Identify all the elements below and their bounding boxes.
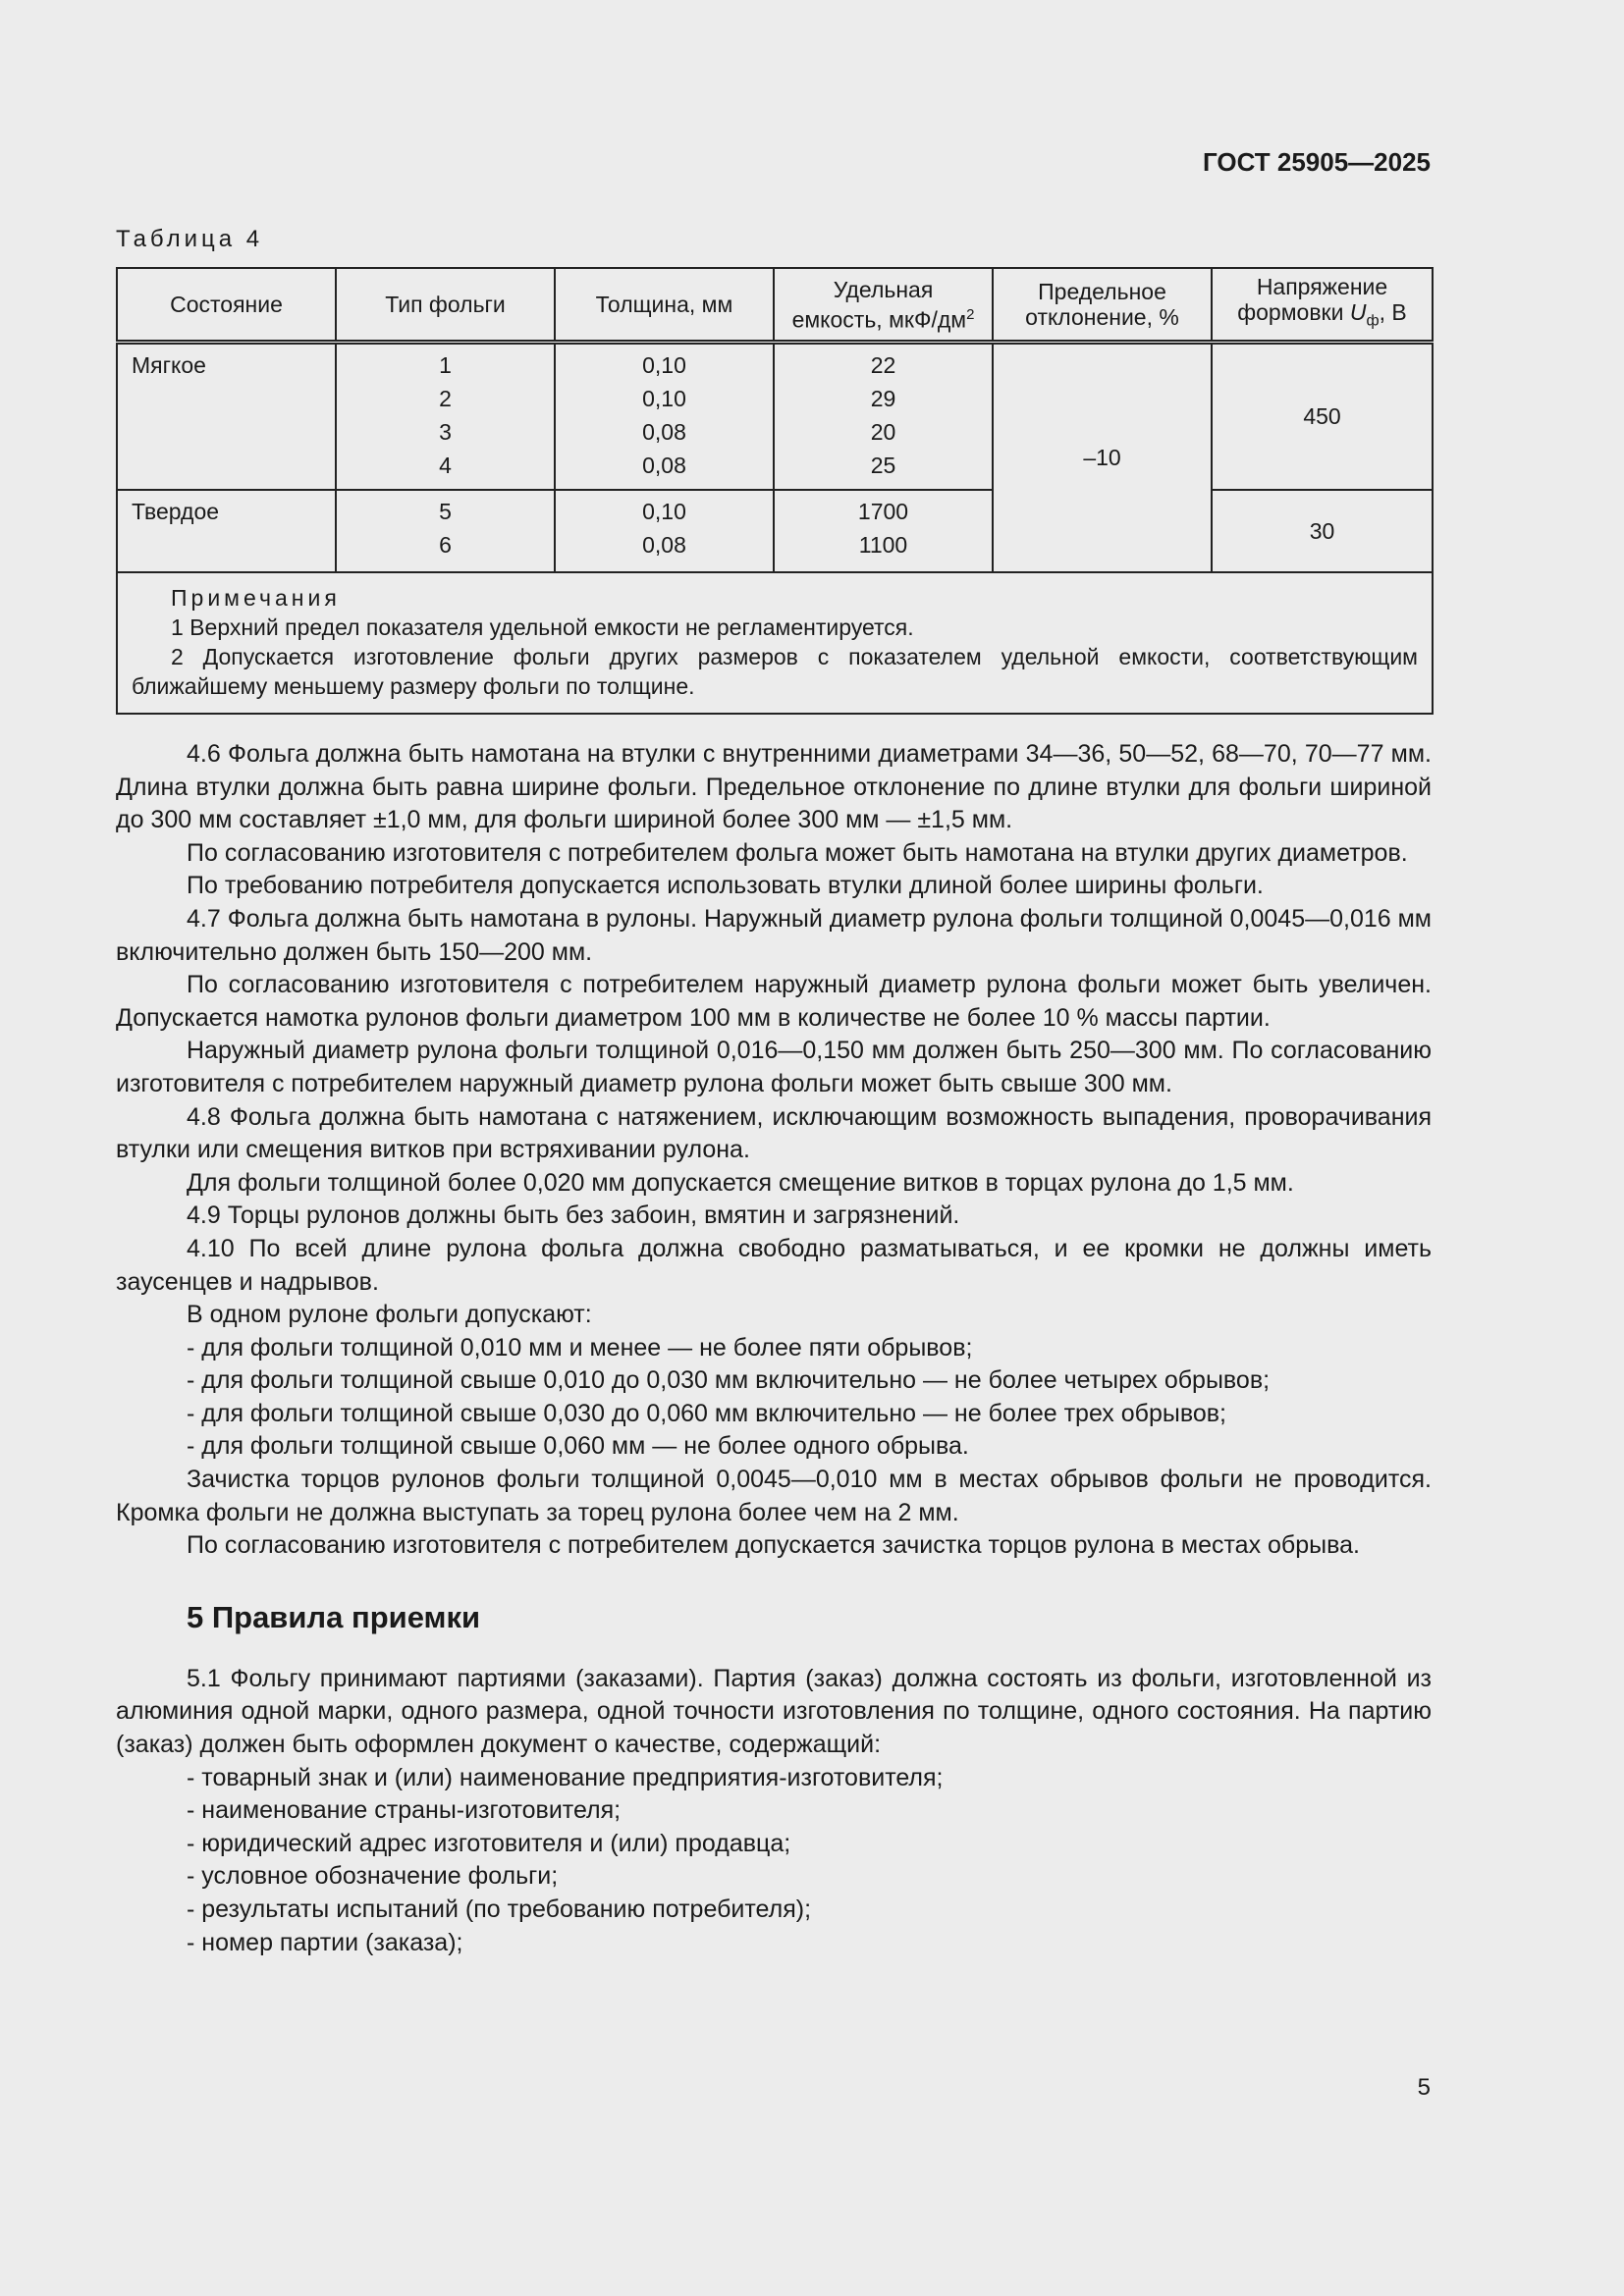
list-item: - условное обозначение фольги;: [187, 1862, 559, 1891]
cell-voltage-hard: 30: [1212, 490, 1433, 572]
header-voltage-line2-post: , В: [1379, 299, 1407, 326]
paragraph: 4.6 Фольга должна быть намотана на втулки с внутренними диаметрами 34—36, 50—52, 68—70, 70—77 мм. Длина втулки должна быть равна ширине фольги. Предельное отклонение по длине втулки для фольги шириной до 300 мм составляет ±1,0 мм, для фольги шириной более 300 мм — ±1,5 мм.: [116, 740, 1432, 834]
header-voltage-line1: Напряжение: [1256, 274, 1388, 300]
paragraph: По согласованию изготовителя с потребителем наружный диаметр рулона фольги может быть увеличен. Допускается намотка рулонов фольги диаметром 100 мм в количестве не более 10 % массы партии.: [116, 971, 1432, 1032]
foil-spec-table: [116, 267, 1434, 715]
header-capacity-sup: 2: [966, 305, 975, 323]
cell-voltage-soft: 450: [1212, 343, 1433, 490]
cell-type: 6: [439, 531, 452, 558]
cell-state-soft: Мягкое: [117, 343, 336, 490]
header-voltage-sub: ф: [1366, 312, 1380, 330]
paragraph: Зачистка торцов рулонов фольги толщиной 0,0045—0,010 мм в местах обрывов фольги не проводится. Кромка фольги не должна выступать за торец рулона более чем на 2 мм.: [116, 1466, 1432, 1526]
list-item: - для фольги толщиной свыше 0,010 до 0,030 мм включительно — не более четырех обрывов;: [187, 1366, 1271, 1395]
cell-state-hard: Твердое: [117, 490, 336, 572]
paragraph: 4.8 Фольга должна быть намотана с натяжением, исключающим возможность выпадения, проворачивания втулки или смещения витков при встряхивании рулона.: [116, 1102, 1432, 1164]
cell-capacity: 1100: [858, 531, 908, 558]
table-notes-row: [117, 572, 1433, 714]
paragraph: По согласованию изготовителя с потребителем допускается зачистка торцов рулона в местах обрыва.: [187, 1531, 1360, 1560]
cell-thickness: 0,08: [642, 419, 686, 445]
paragraph: Наружный диаметр рулона фольги толщиной 0,016—0,150 мм должен быть 250—300 мм. По согласованию изготовителя с потребителем наружный диаметр рулона фольги может быть свыше 300 мм.: [116, 1037, 1432, 1097]
cell-type: 2: [439, 386, 452, 411]
list-item: - юридический адрес изготовителя и (или) продавца;: [187, 1829, 791, 1857]
note-item: 2 Допускается изготовление фольги других размеров с показателем удельной емкости, соответствующим ближайшему меньшему размеру фольги по толщине.: [132, 643, 1418, 699]
cell-thickness-hard: [555, 490, 774, 572]
list-item: - номер партии (заказа);: [187, 1928, 463, 1956]
table-row-hard: [117, 490, 1433, 572]
paragraph: По требованию потребителя допускается использовать втулки длиной более ширины фольги.: [187, 872, 1264, 900]
header-deviation: [993, 268, 1212, 343]
paragraph: 4.10 По всей длине рулона фольга должна свободно разматываться, и ее кромки не должны иметь заусенцев и надрывов.: [116, 1234, 1432, 1296]
paragraph: 4.9 Торцы рулонов должны быть без забоин, вмятин и загрязнений.: [187, 1201, 960, 1230]
cell-type: 5: [439, 498, 452, 524]
header-capacity: [774, 268, 993, 343]
cell-type: 1: [439, 352, 452, 378]
header-voltage: [1212, 268, 1433, 343]
header-capacity-line1: Удельная: [833, 276, 934, 302]
cell-thickness: 0,10: [642, 352, 686, 378]
cell-capacity-hard: [774, 490, 993, 572]
list-item: - для фольги толщиной 0,010 мм и менее — не более пяти обрывов;: [187, 1333, 973, 1362]
header-voltage-var: U: [1349, 299, 1367, 326]
document-code: ГОСТ 25905—2025: [1203, 147, 1431, 177]
paragraph: По согласованию изготовителя с потребителем фольга может быть намотана на втулки других диаметров.: [187, 838, 1408, 867]
cell-types-hard: [336, 490, 555, 572]
paragraph: 5.1 Фольгу принимают партиями (заказами). Партия (заказ) должна состоять из фольги, изготовленной из алюминия одной марки, одного размера, одной точности изготовления по толщине, одного состояния. На партию (заказ) должен быть оформлен документ о качестве, содержащий:: [116, 1664, 1432, 1759]
paragraph: 4.7 Фольга должна быть намотана в рулоны. Наружный диаметр рулона фольги толщиной 0,0045—0,016 мм включительно должен быть 150—200 мм.: [116, 904, 1432, 966]
header-deviation-line1: Предельное: [1038, 279, 1166, 304]
cell-types-soft: [336, 343, 555, 490]
list-item: - для фольги толщиной свыше 0,030 до 0,060 мм включительно — не более трех обрывов;: [187, 1399, 1226, 1427]
cell-capacity: 29: [870, 386, 896, 411]
header-foil-type: Тип фольги: [336, 268, 555, 343]
table-row-soft: [117, 343, 1433, 490]
list-item: - результаты испытаний (по требованию потребителя);: [187, 1896, 812, 1923]
header-deviation-line2: отклонение, %: [1025, 304, 1179, 330]
cell-deviation: –10: [993, 343, 1212, 572]
cell-thickness-soft: [555, 343, 774, 490]
body-text: [116, 738, 1432, 1959]
section-title: 5 Правила приемки: [187, 1599, 481, 1634]
header-thickness: Толщина, мм: [555, 268, 774, 343]
cell-thickness: 0,08: [642, 453, 686, 478]
list-item: - товарный знак и (или) наименование предприятия-изготовителя;: [187, 1763, 944, 1791]
header-capacity-line2: емкость, мкФ/дм: [791, 306, 967, 333]
cell-capacity: 25: [870, 453, 896, 478]
list-item: - для фольги толщиной свыше 0,060 мм — не более одного обрыва.: [187, 1432, 969, 1461]
cell-capacity-soft: [774, 343, 993, 490]
cell-thickness: 0,10: [642, 498, 686, 524]
notes-title: Примечания: [171, 584, 341, 611]
header-state: Состояние: [117, 268, 336, 343]
cell-type: 4: [439, 453, 452, 478]
paragraph: Для фольги толщиной более 0,020 мм допускается смещение витков в торцах рулона до 1,5 мм.: [187, 1168, 1294, 1197]
paragraph: В одном рулоне фольги допускают:: [187, 1301, 592, 1329]
header-voltage-line2-pre: формовки: [1237, 299, 1350, 326]
page-number: 5: [1417, 2074, 1431, 2101]
list-item: - наименование страны-изготовителя;: [187, 1796, 622, 1825]
note-item: 1 Верхний предел показателя удельной емкости не регламентируется.: [171, 614, 914, 640]
cell-thickness: 0,08: [642, 531, 686, 558]
cell-capacity: 22: [870, 352, 896, 378]
cell-type: 3: [439, 419, 452, 445]
table-caption: Таблица 4: [116, 226, 264, 252]
table-notes: [117, 572, 1433, 714]
cell-capacity: 1700: [857, 498, 909, 524]
table-header-row: [117, 268, 1433, 343]
cell-thickness: 0,10: [642, 386, 686, 411]
cell-capacity: 20: [870, 419, 896, 445]
